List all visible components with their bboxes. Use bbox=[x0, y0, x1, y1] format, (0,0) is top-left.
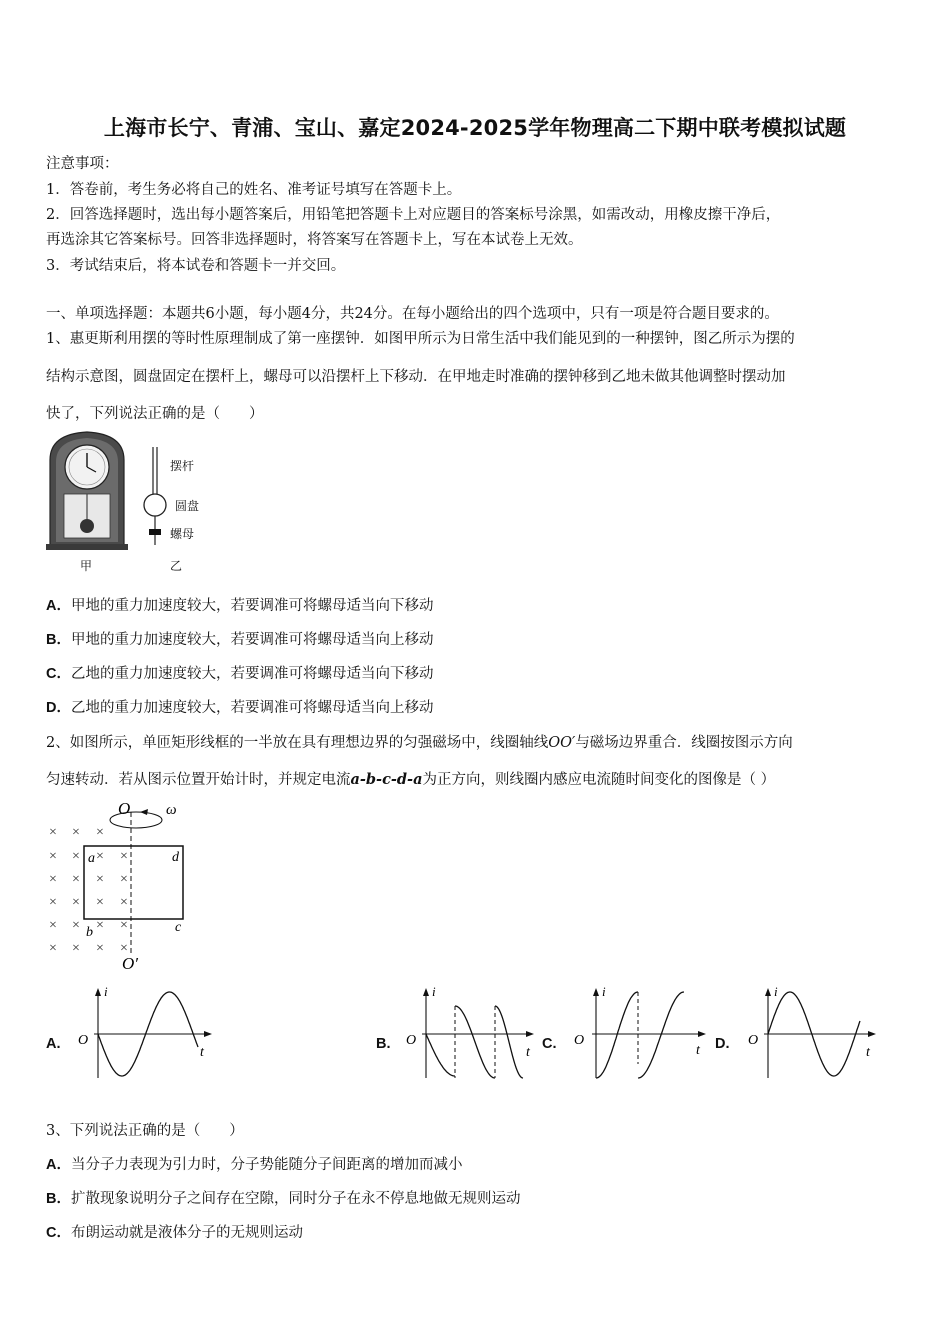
q2-line-1: 2、如图所示，单匝矩形线框的一半放在具有理想边界的匀强磁场中，线圈轴线OO′与磁场边界重合．线圈按图示方向 bbox=[46, 735, 793, 751]
rod-label: 摆杆 bbox=[170, 459, 195, 473]
svg-text:O: O bbox=[406, 1033, 417, 1048]
q1-line-1: 1、惠更斯利用摆的等时性原理制成了第一座摆钟．如图甲所示为日常生活中我们能见到的一种摆钟，图乙所示为摆的 bbox=[46, 331, 795, 347]
notice-item-2: 2．回答选择题时，选出每小题答案后，用铅笔把答题卡上对应题目的答案标号涂黑，如需改动，用橡皮擦干净后， bbox=[46, 207, 781, 223]
q3-option-b[interactable]: B．扩散现象说明分子之间存在空隙，同时分子在永不停息地做无规则运动 bbox=[46, 1191, 521, 1207]
caption-jia: 甲 bbox=[80, 559, 93, 573]
svg-text:O: O bbox=[78, 1033, 89, 1048]
notice-item-1: 1．答卷前，考生务必将自己的姓名、准考证号填写在答题卡上。 bbox=[46, 182, 462, 198]
field-cross: × bbox=[96, 941, 104, 956]
graph-a[interactable] bbox=[70, 982, 215, 1082]
q3-option-a[interactable]: A．当分子力表现为引力时，分子势能随分子间距离的增加而减小 bbox=[46, 1157, 463, 1173]
pendulum-clock-figure bbox=[44, 430, 134, 552]
page-title: 上海市长宁、青浦、宝山、嘉定2024-2025学年物理高二下期中联考模拟试题 bbox=[103, 116, 847, 140]
q2-option-c-key[interactable]: C. bbox=[542, 1036, 557, 1052]
q2-option-a-key[interactable]: A. bbox=[46, 1036, 61, 1052]
svg-text:O′: O′ bbox=[122, 954, 138, 973]
field-cross: × bbox=[96, 849, 104, 864]
disc-label: 圆盘 bbox=[175, 499, 200, 513]
q1-option-c[interactable]: C．乙地的重力加速度较大，若要调准可将螺母适当向下移动 bbox=[46, 666, 434, 682]
svg-text:c: c bbox=[175, 920, 182, 935]
notice-heading: 注意事项： bbox=[46, 156, 119, 172]
svg-text:t: t bbox=[526, 1045, 530, 1060]
svg-text:O: O bbox=[748, 1033, 759, 1048]
coil-in-field-figure bbox=[44, 798, 204, 974]
q2-option-d-key[interactable]: D. bbox=[715, 1036, 730, 1052]
field-cross: × bbox=[49, 849, 57, 864]
graph-b[interactable] bbox=[398, 982, 543, 1082]
field-cross: × bbox=[72, 895, 80, 910]
svg-text:O: O bbox=[118, 799, 131, 818]
pendulum-structure-figure bbox=[140, 445, 170, 545]
field-cross: × bbox=[120, 872, 128, 887]
q2-option-b-key[interactable]: B. bbox=[376, 1036, 391, 1052]
svg-text:i: i bbox=[432, 984, 436, 999]
q1-line-3: 快了，下列说法正确的是（ ） bbox=[46, 406, 264, 422]
q3-option-c[interactable]: C．布朗运动就是液体分子的无规则运动 bbox=[46, 1225, 303, 1241]
q1-option-a[interactable]: A．甲地的重力加速度较大，若要调准可将螺母适当向下移动 bbox=[46, 598, 434, 614]
q2-line-2: 匀速转动．若从图示位置开始计时，并规定电流a-b-c-d-a为正方向，则线圈内感应电流随时间变化的图像是（ ） bbox=[46, 771, 776, 788]
section-heading: 一、单项选择题：本题共6小题，每小题4分，共24分。在每小题给出的四个选项中，只有一项是符合题目要求的。 bbox=[46, 306, 779, 322]
field-cross: × bbox=[120, 849, 128, 864]
field-cross: × bbox=[72, 941, 80, 956]
svg-text:i: i bbox=[774, 984, 778, 999]
caption-yi: 乙 bbox=[170, 559, 183, 573]
svg-text:d: d bbox=[172, 850, 179, 865]
svg-text:O: O bbox=[574, 1033, 585, 1048]
q1-option-d[interactable]: D．乙地的重力加速度较大，若要调准可将螺母适当向上移动 bbox=[46, 700, 434, 716]
field-cross: × bbox=[96, 918, 104, 933]
field-cross: × bbox=[72, 825, 80, 840]
svg-text:a: a bbox=[88, 851, 95, 866]
field-cross: × bbox=[72, 849, 80, 864]
q1-option-b[interactable]: B．甲地的重力加速度较大，若要调准可将螺母适当向上移动 bbox=[46, 632, 434, 648]
svg-text:ω: ω bbox=[166, 802, 177, 818]
notice-item-2-cont: 再选涂其它答案标号。回答非选择题时，将答案写在答题卡上，写在本试卷上无效。 bbox=[46, 232, 583, 248]
graph-d[interactable] bbox=[740, 982, 885, 1082]
svg-text:i: i bbox=[602, 984, 606, 999]
field-cross: × bbox=[49, 895, 57, 910]
graph-c[interactable] bbox=[568, 982, 713, 1082]
field-cross: × bbox=[49, 872, 57, 887]
svg-text:t: t bbox=[696, 1043, 700, 1058]
svg-text:t: t bbox=[866, 1045, 870, 1060]
field-cross: × bbox=[96, 825, 104, 840]
field-cross: × bbox=[49, 825, 57, 840]
field-cross: × bbox=[96, 872, 104, 887]
svg-text:b: b bbox=[86, 925, 93, 940]
field-cross: × bbox=[49, 941, 57, 956]
field-cross: × bbox=[120, 941, 128, 956]
field-cross: × bbox=[120, 895, 128, 910]
q1-line-2: 结构示意图，圆盘固定在摆杆上，螺母可以沿摆杆上下移动．在甲地走时准确的摆钟移到乙地未做其他调整时摆动加 bbox=[46, 369, 786, 385]
nut-label: 螺母 bbox=[170, 527, 195, 541]
field-cross: × bbox=[120, 918, 128, 933]
field-cross: × bbox=[72, 872, 80, 887]
svg-text:i: i bbox=[104, 984, 108, 999]
q3-stem: 3、下列说法正确的是（ ） bbox=[46, 1123, 244, 1139]
field-cross: × bbox=[96, 895, 104, 910]
field-cross: × bbox=[72, 918, 80, 933]
svg-text:t: t bbox=[200, 1045, 204, 1060]
notice-item-3: 3．考试结束后，将本试卷和答题卡一并交回。 bbox=[46, 258, 346, 274]
field-cross: × bbox=[49, 918, 57, 933]
